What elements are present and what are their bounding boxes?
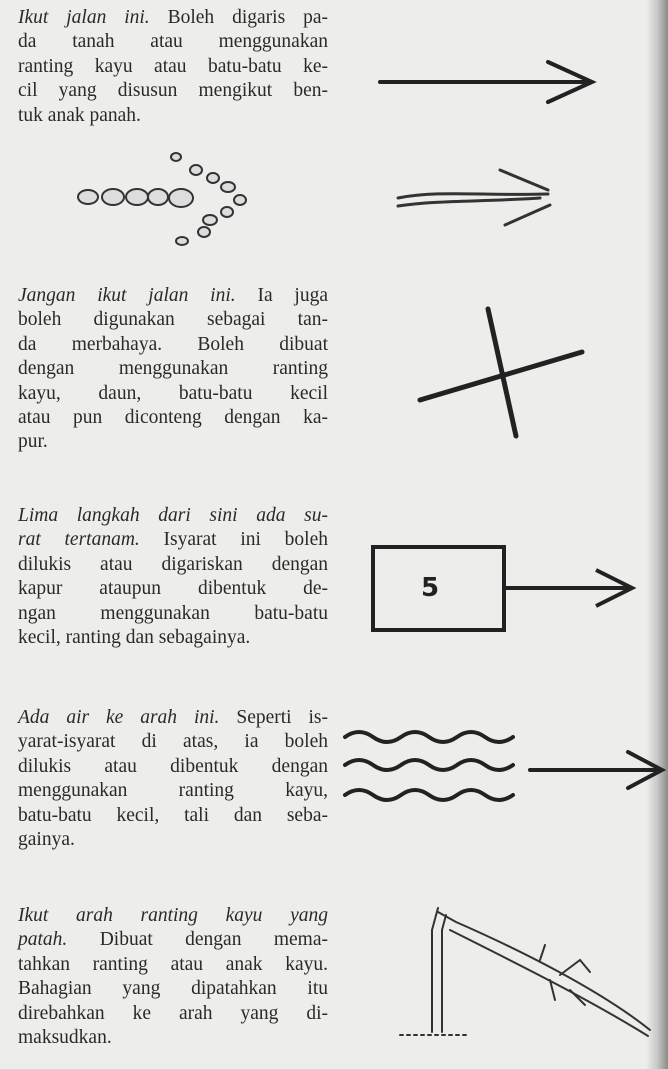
text-line: cil yang disusun mengikut ben-: [18, 80, 328, 102]
text: Dibuat dengan mema-: [99, 929, 328, 951]
text-line: pur.: [18, 431, 48, 453]
stones-arrow-icon: [78, 153, 246, 245]
text-line: tuk anak panah.: [18, 104, 141, 126]
text: Seperti is-: [219, 707, 328, 728]
sign-title: patah.: [18, 929, 68, 951]
sign-title: rat tertanam.: [18, 529, 140, 551]
text-line: dengan menggunakan ranting: [18, 358, 328, 380]
cross-sign-icon: [420, 309, 582, 436]
sign-title: Jangan ikut jalan ini.: [18, 285, 236, 306]
text: Boleh digaris pa-: [149, 7, 328, 28]
text-line: direbahkan ke arah yang di-: [18, 1002, 328, 1024]
text-line: kayu, daun, batu-batu kecil: [18, 382, 328, 404]
text-line: yarat-isyarat di atas, ia boleh: [18, 731, 328, 753]
water-sign-icon: [345, 732, 662, 800]
text: Isyarat ini boleh: [163, 529, 329, 551]
text-line: batu-batu kecil, tali dan seba-: [18, 804, 328, 826]
text-line: da merbahaya. Boleh dibuat: [18, 333, 328, 355]
text: Ia juga: [235, 285, 328, 306]
text-line: atau pun diconteng dengan ka-: [18, 407, 328, 429]
text-line: tahkan ranting atau anak kayu.: [18, 953, 328, 975]
arrow-sign-icon: [380, 62, 592, 102]
text-line: dilukis atau digariskan dengan: [18, 553, 328, 575]
text-line: dilukis atau dibentuk dengan: [18, 755, 328, 777]
text-line: boleh digunakan sebagai tan-: [18, 309, 328, 331]
sign-title: Ikut arah ranting kayu yang: [18, 905, 328, 926]
five-steps-sign-icon: [373, 547, 632, 630]
sign-title: Ada air ke arah ini.: [18, 707, 220, 728]
text-line: ranting kayu atau batu-batu ke-: [18, 55, 328, 77]
sign-title: Lima langkah dari sini ada su-: [18, 505, 328, 526]
text-line: kecil, ranting dan sebagainya.: [18, 627, 251, 649]
sticks-arrow-icon: [398, 170, 550, 225]
text-line: ngan menggunakan batu-batu: [18, 602, 328, 624]
text-line: Bahagian yang dipatahkan itu: [18, 978, 328, 1000]
box-number: 5: [420, 573, 440, 603]
sign-title: Ikut jalan ini.: [18, 7, 150, 28]
text-line: gainya.: [18, 829, 75, 851]
text-line: menggunakan ranting kayu,: [18, 780, 328, 802]
text-line: kapur ataupun dibentuk de-: [18, 578, 328, 600]
text-line: maksudkan.: [18, 1027, 112, 1049]
broken-branch-icon: [400, 908, 650, 1036]
text-line: da tanah atau menggunakan: [18, 31, 328, 53]
